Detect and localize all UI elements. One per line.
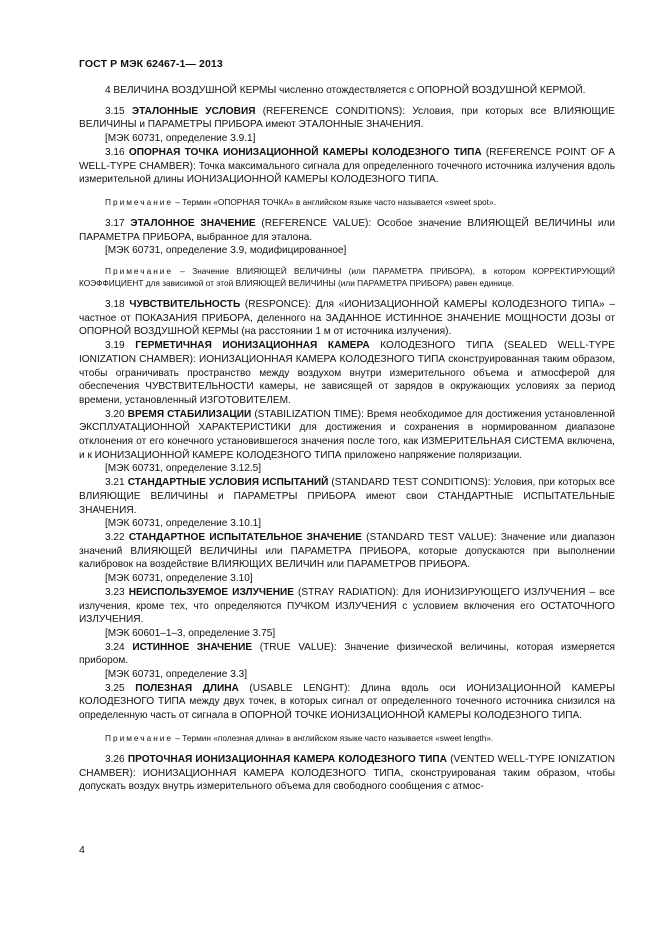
term-title: ПОЛЕЗНАЯ ДЛИНА: [135, 682, 239, 694]
term-text: (VENTED WELL-TYPE IONIZATION CHAMBER): ИОНИЗАЦИОННАЯ КАМЕРА КОЛОДЕЗНОГО ТИПА, сконструированая таким образом, чтобы допускать воздух внутрь измерительного объема для свободного сообщения с атмос-: [79, 753, 615, 793]
note: [79, 265, 615, 289]
definition-3-16: [79, 146, 615, 187]
reference: [МЭК 60731, определение 3.9, модифицированное]: [105, 245, 347, 257]
term-text: (TRUE VALUE): Значение физической величины, которая измеряется прибором.: [79, 641, 616, 667]
note-text: – Термин «полезная длина» в английском языке часто называется «sweet length».: [173, 732, 494, 743]
definition-3-22: [79, 531, 615, 572]
note: [79, 196, 615, 208]
term-text: (STANDARD TEST CONDITIONS): Условия, при которых все ВЛИЯЮЩИЕ ВЕЛИЧИНЫ и ПАРАМЕТРЫ ПРИБОРА имеют свои СТАНДАРТНЫЕ ИСПЫТАТЕЛЬНЫЕ ЗНАЧЕНИЯ.: [79, 477, 615, 516]
term-title: ЧУВСТВИТЕЛЬНОСТЬ: [129, 299, 241, 311]
term-text: (STABILIZATION TIME): Время необходимое для достижения установленной ЭКСПЛУАТАЦИОННОЙ ХАРАКТЕРИСТИКИ для достижения и сохранения в нормированном диапазоне отклонения от его конечного установившегося значения после того, как ИЗМЕРИТЕЛЬНАЯ СИСТЕМА включена, и к ИОНИЗАЦИОННОЙ КАМЕРЕ КОЛОДЕЗНОГО ТИПА приложено напряжение поляризации.: [79, 408, 615, 461]
term-text: (RESPONCE): Для «ИОНИЗАЦИОННОЙ КАМЕРЫ КОЛОДЕЗНОГО ТИПА» – частное от ПОКАЗАНИЯ ПРИБОРА, деленного на ЗАДАННОЕ ИСТИННОЕ ЗНАЧЕНИЕ МОЩНОСТИ ДОЗЫ от ОПОРНОЙ ВОЗДУШНОЙ КЕРМЫ (на расстоянии 1 м от источника излучения).: [79, 299, 615, 338]
document-header: ГОСТ Р МЭК 62467-1— 2013: [79, 58, 223, 70]
term-text: (USABLE LENGHT): Длина вдоль оси ИОНИЗАЦИОННОЙ КАМЕРЫ КОЛОДЕЗНОГО ТИПА между двух точек, в которых сигнал от определенного точечного источника снизился на определенную часть от сигнала в ОПОРНОЙ ТОЧКЕ ИОНИЗАЦИОННОЙ КАМЕРЫ КОЛОДЕЗНОГО ТИПА.: [79, 682, 615, 722]
term-title: СТАНДАРТНОЕ ИСПЫТАТЕЛЬНОЕ ЗНАЧЕНИЕ: [128, 531, 362, 543]
definition-3-17: [79, 217, 615, 244]
term-text: (REFERENCE CONDITIONS): Условия, при которых все ВЛИЯЮЩИЕ ВЕЛИЧИНЫ и ПАРАМЕТРЫ ПРИБОРА имеют ЭТАЛОННЫЕ ЗНАЧЕНИЯ.: [79, 105, 615, 131]
term-text: (STANDARD TEST VALUE): Значение или диапазон значений ВЛИЯЮЩЕЙ ВЕЛИЧИНЫ или ПАРАМЕТРА ПРИБОРА, которые допускаются при выполнении калибровок на воздействие ВЛИЯЮЩИХ ВЕЛИЧИН или ПАРАМЕТРОВ ПРИБОРА.: [79, 531, 615, 571]
term-title: ИСТИННОЕ ЗНАЧЕНИЕ: [132, 641, 253, 653]
paragraph-note-4: 4 ВЕЛИЧИНА ВОЗДУШНОЙ КЕРМЫ численно отождествляется с ОПОРНОЙ ВОЗДУШНОЙ КЕРМОЙ.: [105, 85, 586, 96]
reference: [МЭК 60601–1–3, определение 3.75]: [105, 627, 276, 639]
term-title: ВРЕМЯ СТАБИЛИЗАЦИИ: [127, 408, 252, 420]
term-number: 3.18: [105, 299, 125, 311]
term-text: (STRAY RADIATION): Для ИОНИЗИРУЮЩЕГО ИЗЛУЧЕНИЯ – все излучения, кроме тех, что определяются ПУЧКОМ ИЗЛУЧЕНИЯ с условием включения его ОСТАТОЧНОГО ИЗЛУЧЕНИЯ.: [79, 586, 616, 626]
term-title: СТАНДАРТНЫЕ УСЛОВИЯ ИСПЫТАНИЙ: [127, 477, 329, 489]
reference: [МЭК 60731, определение 3.12.5]: [105, 463, 262, 475]
definition-3-15: [79, 105, 615, 132]
note-label: Примечание: [105, 196, 174, 207]
note-text: – Значение ВЛИЯЮЩЕЙ ВЕЛИЧИНЫ (или ПАРАМЕТРА ПРИБОРА), в котором КОРРЕКТИРУЮЩИЙ КОЭФФИЦИЕНТ для зависимой от этой ВЛИЯЮЩЕЙ ВЕЛИЧИНЫ (или ПАРАМЕТРА ПРИБОРА) равен единице.: [79, 266, 615, 289]
term-title: ГЕРМЕТИЧНАЯ ИОНИЗАЦИОННАЯ КАМЕРА: [135, 340, 370, 352]
term-title: НЕИСПОЛЬЗУЕМОЕ ИЗЛУЧЕНИЕ: [128, 586, 294, 598]
note-text: – Термин «ОПОРНАЯ ТОЧКА» в английском языке часто называется «sweet spot».: [173, 196, 496, 207]
reference: [МЭК 60731, определение 3.10]: [105, 573, 253, 585]
term-number: 3.15: [105, 105, 125, 117]
term-number: 3.23: [105, 586, 125, 598]
definition-3-24: [79, 641, 615, 668]
definition-3-21: [79, 476, 615, 517]
term-number: 3.22: [105, 531, 125, 543]
term-number: 3.25: [105, 682, 125, 694]
term-text: (REFERENCE POINT OF A WELL-TYPE CHAMBER): Точка максимального сигнала для определенного точечного источника излучения вдоль измерительной длины ИОНИЗАЦИОННОЙ КАМЕРЫ КОЛОДЕЗНОГО ТИПА.: [79, 146, 616, 186]
definition-3-18: [79, 298, 615, 339]
definition-3-23: [79, 586, 615, 627]
note-label: Примечание: [105, 266, 174, 277]
term-title: ЭТАЛОННОЕ ЗНАЧЕНИЕ: [130, 217, 256, 229]
term-title: ОПОРНАЯ ТОЧКА ИОНИЗАЦИОННОЙ КАМЕРЫ КОЛОДЕЗНОГО ТИПА: [128, 146, 482, 158]
term-number: 3.16: [105, 146, 125, 158]
note-label: Примечание: [105, 732, 174, 743]
reference: [МЭК 60731, определение 3.10.1]: [105, 518, 262, 530]
definition-3-26: [79, 753, 615, 794]
term-title: ЭТАЛОННЫЕ УСЛОВИЯ: [131, 105, 256, 117]
term-text: КОЛОДЕЗНОГО ТИПА (SEALED WELL-TYPE IONIZATION CHAMBER): ИОНИЗАЦИОННАЯ КАМЕРА КОЛОДЕЗНОГО ТИПА сконструированная таким образом, чтобы ограничивать пространство между воздухом внутри измерительного объема и атмосферой для обеспечения ЧУВСТВИТЕЛЬНОСТИ камеры, не зависящей от зарядов в окружающих условиях за период времени, установленный ИЗГОТОВИТЕЛЕМ.: [79, 340, 615, 406]
reference: [МЭК 60731, определение 3.9.1]: [105, 133, 256, 145]
definition-3-19: [79, 339, 615, 408]
page-body: [79, 84, 615, 794]
note: [79, 732, 615, 744]
definition-3-25: [79, 682, 615, 723]
page-number: 4: [79, 844, 85, 856]
term-number: 3.24: [105, 641, 125, 653]
term-text: (REFERENCE VALUE): Особое значение ВЛИЯЮЩЕЙ ВЕЛИЧИНЫ или ПАРАМЕТРА ПРИБОРА, выбранное для эталона.: [79, 217, 615, 243]
term-number: 3.17: [105, 217, 125, 229]
term-number: 3.19: [105, 340, 125, 352]
term-number: 3.26: [105, 753, 125, 765]
definition-3-20: [79, 408, 615, 463]
term-number: 3.20: [105, 408, 125, 420]
reference: [МЭК 60731, определение 3.3]: [105, 669, 248, 681]
term-title: ПРОТОЧНАЯ ИОНИЗАЦИОННАЯ КАМЕРА КОЛОДЕЗНОГО ТИПА: [127, 753, 447, 765]
term-number: 3.21: [105, 477, 125, 489]
